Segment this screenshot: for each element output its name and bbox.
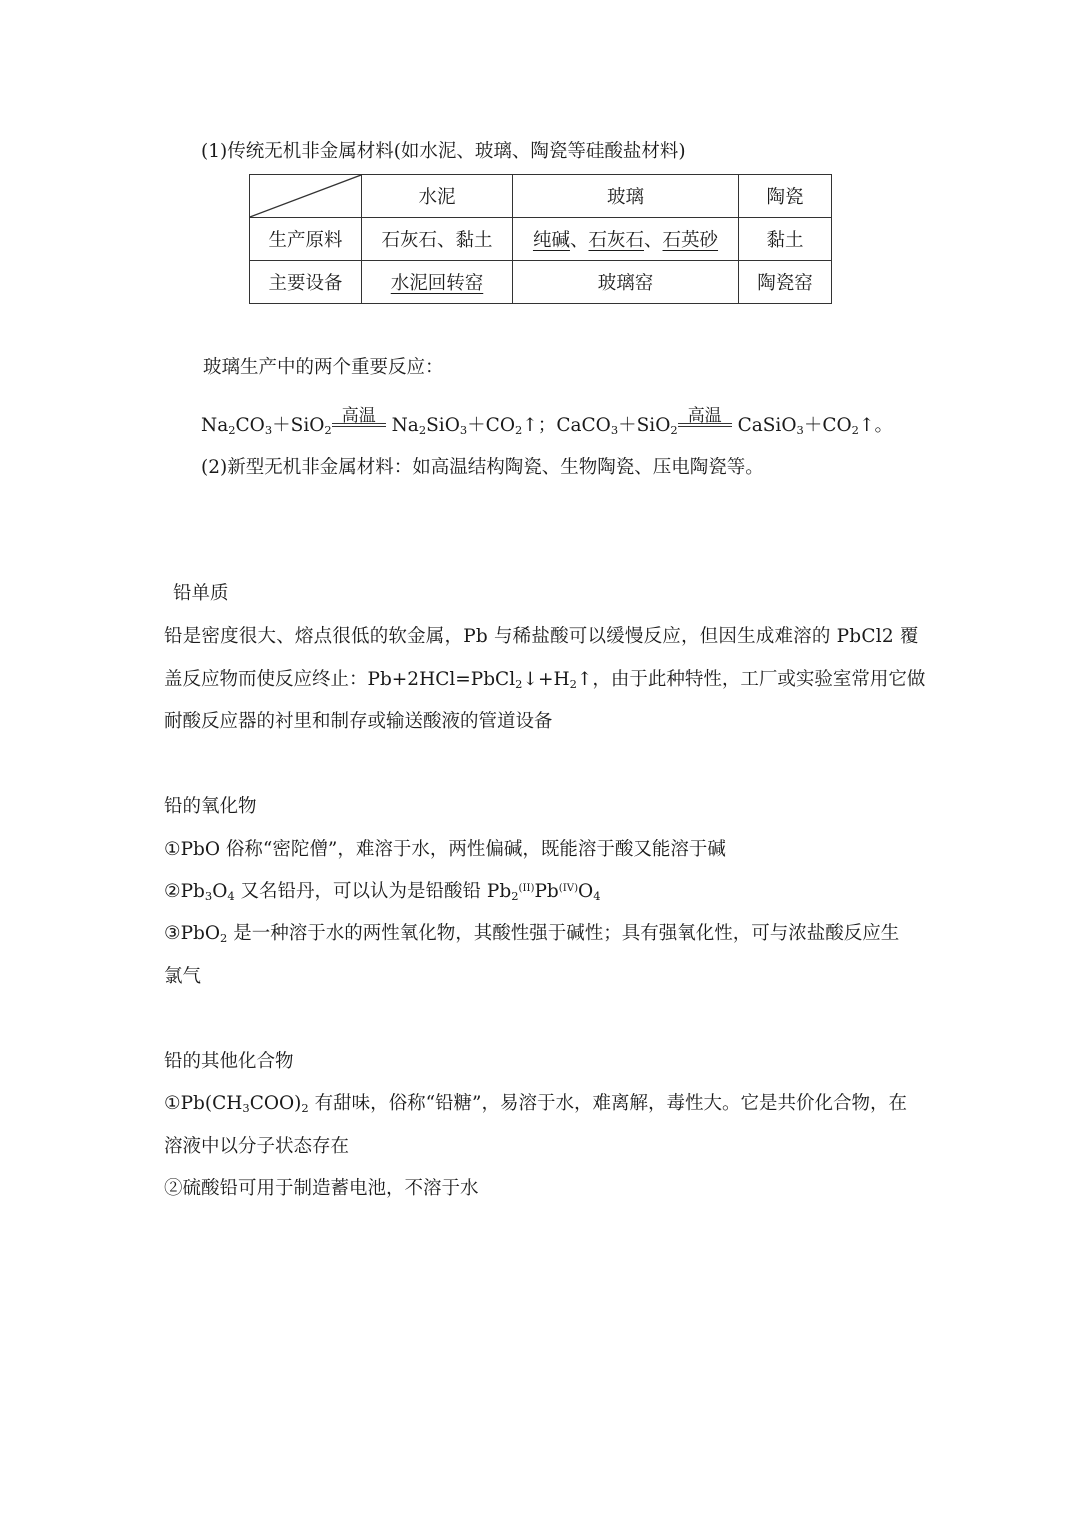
new-materials-text: (2)新型无机非金属材料：如高温结构陶瓷、生物陶瓷、压电陶瓷等。 xyxy=(201,457,764,478)
section-heading-traditional-materials: (1)传统无机非金属材料(如水泥、玻璃、陶瓷等硅酸盐材料) xyxy=(201,141,686,162)
column-header-ceramic: 陶瓷 xyxy=(739,175,832,218)
glass-raw-limestone: 石灰石 xyxy=(588,230,644,251)
cement-kiln: 水泥回转窑 xyxy=(390,273,484,294)
row-label-equipment: 主要设备 xyxy=(250,261,362,304)
lead-oxide-item-2: $②Pb_3O_4$ 又名铅丹，可以认为是铅酸铅 $Pb_2^{(II)}Pb^{(IV)}O_4$ xyxy=(164,881,601,903)
diagonal-line-icon xyxy=(250,175,361,217)
section-heading-lead-oxides: 铅的氧化物 xyxy=(164,796,257,817)
cell-glass-raw xyxy=(513,218,739,261)
table-row xyxy=(250,218,832,261)
section-heading-lead-other-compounds: 铅的其他化合物 xyxy=(164,1051,294,1072)
lead-oxide-item-3-continued: 氯气 xyxy=(164,966,202,987)
lead-other-item-2: ②硫酸铅可用于制造蓄电池，不溶于水 xyxy=(164,1178,479,1199)
materials-table xyxy=(249,174,832,304)
table-header-row xyxy=(250,175,832,218)
lead-element-paragraph-line-3: 耐酸反应器的衬里和制存或输送酸液的管道设备 xyxy=(164,711,553,732)
table-row xyxy=(250,261,832,304)
lead-oxide-item-3: ③PbO$_2$ 是一种溶于水的两性氧化物，其酸性强于碱性；具有强氧化性，可与浓盐酸反应生 xyxy=(164,923,900,945)
diagonal-header-cell xyxy=(250,175,362,218)
reaction-condition: 高温 xyxy=(332,427,386,431)
row-label-raw-materials: 生产原料 xyxy=(250,218,362,261)
lead-other-item-1-continued: 溶液中以分子状态存在 xyxy=(164,1136,350,1157)
reaction-1: $Na_2CO_3+SiO_2$ 高温 $Na_2SiO_3+CO_2↑$； xyxy=(201,406,557,437)
lead-other-item-1: $①Pb(CH_3COO)_2$ 有甜味，俗称“铅糖”，易溶于水，难离解，毒性大。它是共价化合物，在 xyxy=(164,1093,908,1115)
equals-sign-icon xyxy=(678,423,732,427)
glass-raw-quartz: 石英砂 xyxy=(662,230,719,251)
lead-element-paragraph-line-2: 盖反应物而使反应终止：$Pb+2HCl=PbCl_2↓+H_2↑$，由于此种特性，工厂或实验室常用它做 xyxy=(164,669,926,691)
reaction-condition: 高温 xyxy=(678,427,732,431)
cell-glass-equipment: 玻璃窑 xyxy=(513,261,739,304)
cell-cement-raw: 石灰石、黏土 xyxy=(362,218,513,261)
separator: 、 xyxy=(644,230,663,251)
cell-ceramic-raw: 黏土 xyxy=(739,218,832,261)
column-header-glass: 玻璃 xyxy=(513,175,739,218)
equals-sign-icon xyxy=(332,423,386,427)
lead-element-paragraph-line-1: 铅是密度很大、熔点很低的软金属，Pb 与稀盐酸可以缓慢反应，但因生成难溶的 PbCl2 覆 xyxy=(164,626,919,647)
separator: 、 xyxy=(569,230,589,251)
reaction-2: CaCO$_3$＋SiO$_2$ 高温 $CaSiO_3+CO_2↑$。 xyxy=(556,406,893,437)
section-heading-lead-element: 铅单质 xyxy=(173,583,229,604)
reaction-equations xyxy=(201,406,893,438)
glass-raw-soda: 纯碱 xyxy=(532,230,570,251)
reactions-intro: 玻璃生产中的两个重要反应： xyxy=(203,357,444,378)
cell-ceramic-equipment: 陶瓷窑 xyxy=(739,261,832,304)
lead-oxide-item-1: ①PbO 俗称“密陀僧”，难溶于水，两性偏碱，既能溶于酸又能溶于碱 xyxy=(164,839,726,860)
column-header-cement: 水泥 xyxy=(362,175,513,218)
cell-cement-equipment xyxy=(362,261,513,304)
